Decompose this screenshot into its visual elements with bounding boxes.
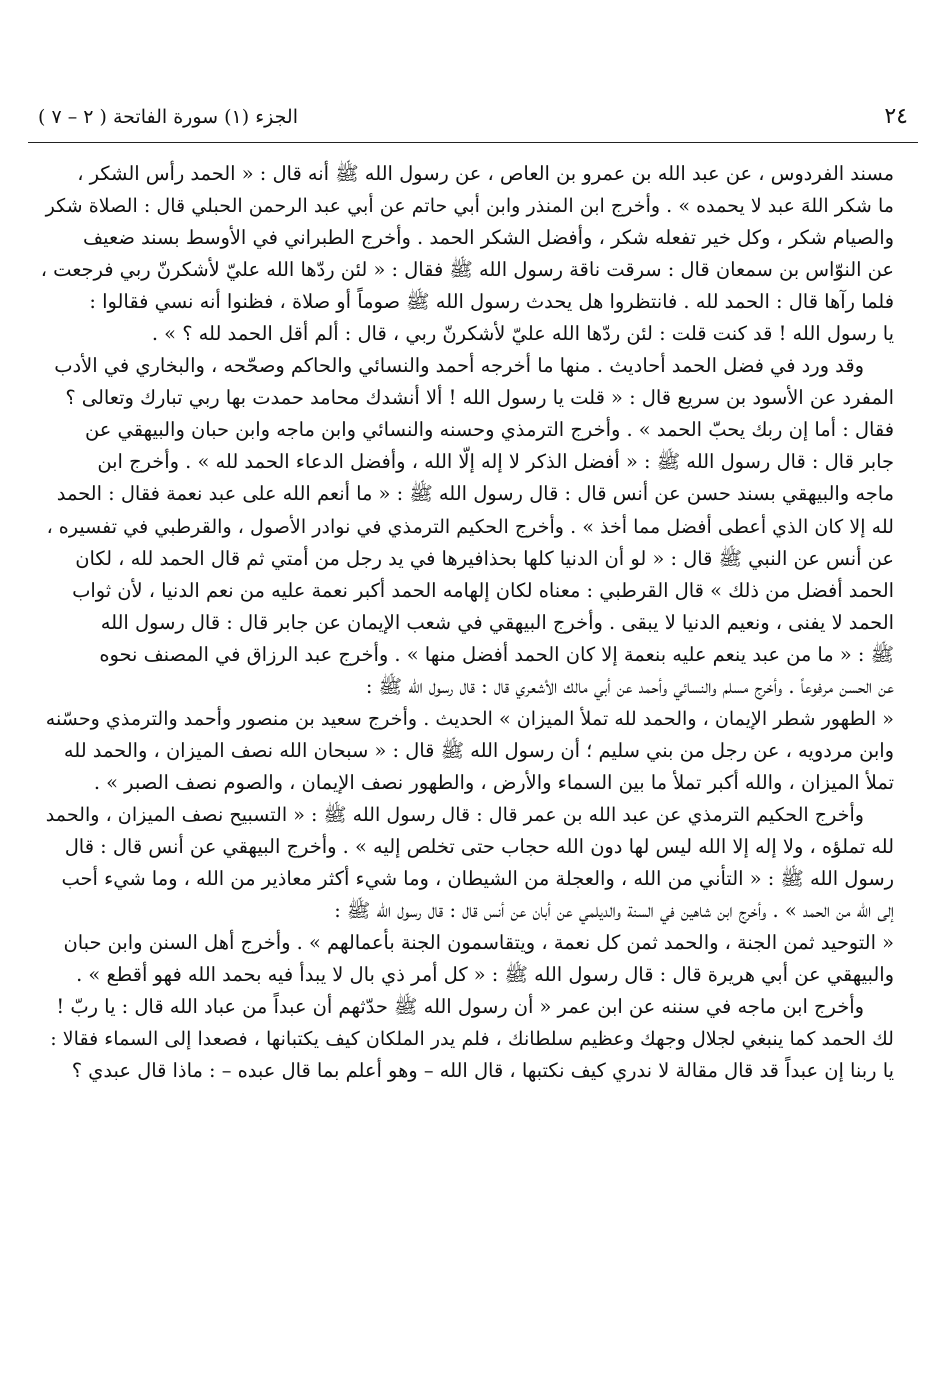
text-line: عن أنس عن النبي ﷺ قال : « لو أن الدنيا كلها بحذافيرها في يد رجل من أمتي ثم قال الحمد لله ، لكان bbox=[75, 546, 894, 570]
body-text bbox=[40, 158, 894, 1087]
text-line: وأخرج الحكيم الترمذي عن عبد الله بن عمر قال : قال رسول الله ﷺ : « التسبيح نصف الميزان ، والحمد bbox=[45, 802, 864, 826]
text-line: لله إلا كان الذي أعطى أفضل مما أخذ » . وأخرج الحكيم الترمذي في نوادر الأصول ، والقرطبي في تفسيره ، bbox=[46, 514, 894, 538]
page-header bbox=[30, 100, 916, 136]
text-line: عن النوّاس بن سمعان قال : سرقت ناقة رسول الله ﷺ فقال : « لئن ردّها الله عليّ لأشكرنّ ربي فرجعت ، bbox=[40, 258, 894, 282]
text-line: ما شكر اللهَ عبد لا يحمده » . وأخرج ابن المنذر وابن أبي حاتم عن أبي عبد الرحمن الحبلي قال : الصلاة شكر bbox=[45, 194, 894, 218]
text-line: والبيهقي عن أبي هريرة قال : قال رسول الله ﷺ : « كل أمر ذي بال لا يبدأ فيه بحمد الله فهو أقطع » . bbox=[76, 963, 894, 987]
text-line: ماجه والبيهقي بسند حسن عن أنس قال : قال رسول الله ﷺ : « ما أنعم الله على عبد نعمة فقال : الحمد bbox=[56, 482, 894, 506]
text-line: « التوحيد ثمن الجنة ، والحمد ثمن كل نعمة ، ويتقاسمون الجنة بأعمالهم » . وأخرج أهل السنن وابن حبان bbox=[63, 931, 894, 955]
text-line: تملأ الميزان ، والله أكبر تملأ ما بين السماء والأرض ، والطهور نصف الإيمان ، والصوم نصف الصبر » . bbox=[93, 770, 894, 794]
running-head: الجزء (١) سورة الفاتحة ( ٢ – ٧ ) bbox=[38, 106, 298, 128]
text-line: يا رسول الله ! قد كنت قلت : لئن ردّها الله عليّ لأشكرنّ ربي ، قال : ألم أقل الحمد لله ؟ » . bbox=[151, 322, 894, 346]
text-line: رسول الله ﷺ : « التأني من الله ، والعجلة من الشيطان ، وما شيء أكثر معاذير من الله ، وما شيء أحب bbox=[61, 867, 894, 891]
text-line: ﷺ : « ما من عبد ينعم عليه بنعمة إلا كان الحمد أفضل منها » . وأخرج عبد الرزاق في المصنف نحوه bbox=[99, 642, 894, 666]
text-line: وأخرج ابن ماجه في سننه عن ابن عمر « أن رسول الله ﷺ حدّثهم أن عبداً من عباد الله قال : يا ربّ ! bbox=[56, 995, 864, 1019]
text-line: الحمد أفضل من ذلك » قال القرطبي : معناه لكان إلهامه الحمد أكبر نعمة عليه من نعم الدنيا ، لأن ثواب bbox=[72, 578, 894, 602]
text-line: « الطهور شطر الإيمان ، والحمد لله تملأ الميزان » الحديث . وأخرج سعيد بن منصور وأحمد والترمذي وحسّنه bbox=[45, 706, 894, 730]
header-rule bbox=[28, 142, 918, 143]
text-line: مسند الفردوس ، عن عبد الله بن عمرو بن العاص ، عن رسول الله ﷺ أنه قال : « الحمد رأس الشكر ، bbox=[77, 162, 894, 185]
text-line: المفرد عن الأسود بن سريع قال : « قلت يا رسول الله ! ألا أنشدك محامد حمدت بها ربي تبارك وتعالى ؟ bbox=[65, 386, 894, 410]
text-line: عن الحسن مرفوعاً . وأخرج مسلم والنسائي وأحمد عن أبي مالك الأشعري قال : قال رسول الله ﷺ : bbox=[365, 674, 894, 698]
text-line: فلما رآها قال : الحمد لله . فانتظروا هل يحدث رسول الله ﷺ صوماً أو صلاة ، فظنوا أنه نسي فقالوا : bbox=[89, 290, 894, 314]
text-line: وابن مردويه ، عن رجل من بني سليم ؛ أن رسول الله ﷺ قال : « سبحان الله نصف الميزان ، والحمد لله bbox=[63, 738, 894, 762]
text-line: جابر قال : قال رسول الله ﷺ : « أفضل الذكر لا إله إلّا الله ، وأفضل الدعاء الحمد لله » . وأخرج ابن bbox=[97, 450, 894, 474]
text-line: إلى الله من الحمد » . وأخرج ابن شاهين في السنة والديلمي عن أبان عن أنس قال : قال رسول الله ﷺ : bbox=[334, 899, 894, 923]
text-line: لك الحمد كما ينبغي لجلال وجهك وعظيم سلطانك ، فلم يدر الملكان كيف يكتبانها ، فصعدا إلى السماء فقالا : bbox=[50, 1027, 894, 1051]
text-line: فقال : أما إن ربك يحبّ الحمد » . وأخرج الترمذي وحسنه والنسائي وابن ماجه وابن حبان والبيهقي عن bbox=[85, 418, 894, 442]
page-number: ٢٤ bbox=[884, 104, 908, 129]
text-line: وقد ورد في فضل الحمد أحاديث . منها ما أخرجه أحمد والنسائي والحاكم وصحّحه ، والبخاري في الأدب bbox=[54, 354, 864, 378]
text-line: لله تملؤه ، ولا إله إلا الله ليس لها دون الله حجاب حتى تخلص إليه » . وأخرج البيهقي عن أنس قال : قال bbox=[64, 834, 894, 858]
text-line: يا ربنا إن عبداً قد قال مقالة لا ندري كيف نكتبها ، قال الله – وهو أعلم بما قال عبده – : ماذا قال عبدي ؟ bbox=[71, 1059, 894, 1083]
text-line: والصيام شكر ، وكل خير تفعله شكر ، وأفضل الشكر الحمد . وأخرج الطبراني في الأوسط بسند ضعيف bbox=[83, 226, 894, 250]
text-line: الحمد لا يفنى ، ونعيم الدنيا لا يبقى . وأخرج البيهقي في شعب الإيمان عن جابر قال : قال رسول الله bbox=[100, 610, 894, 634]
